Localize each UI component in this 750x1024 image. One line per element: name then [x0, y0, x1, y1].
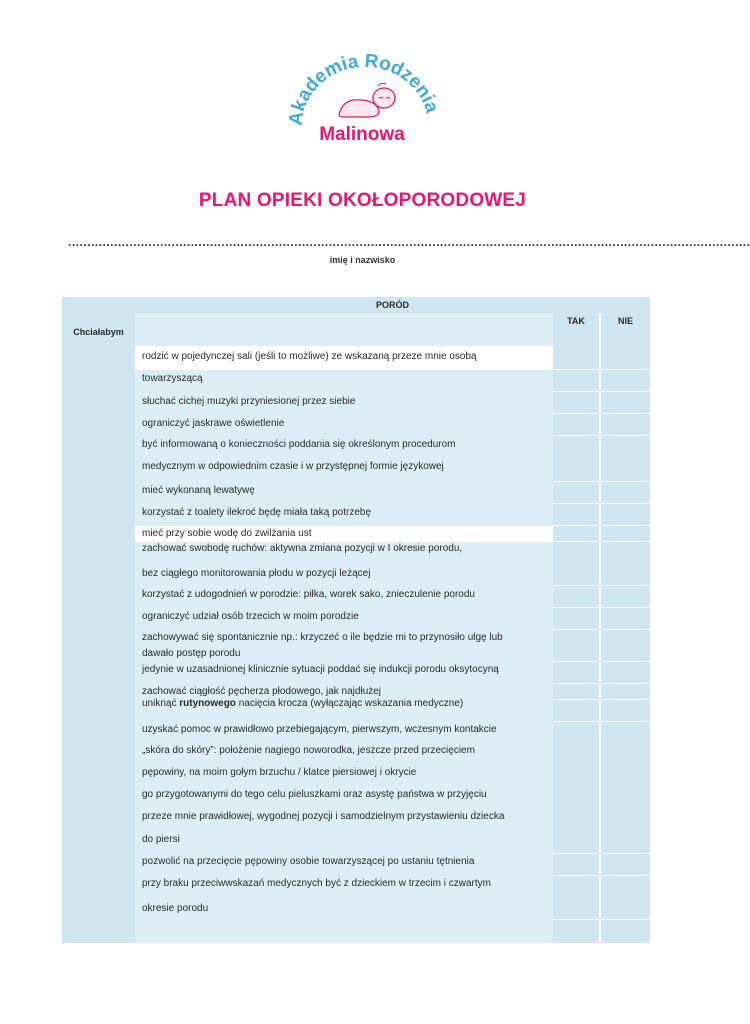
table-row	[135, 700, 553, 722]
row-separator	[601, 541, 650, 542]
row-text: ograniczyć jaskrawe oświetlenie	[142, 418, 285, 429]
row-text: być informowaną o konieczności poddania się określonym procedurom	[142, 439, 456, 450]
row-separator	[553, 699, 599, 700]
row-separator	[601, 369, 650, 370]
row-text: pępowiny, na moim gołym brzuchu / klatce piersiowej i okrycie	[142, 767, 417, 778]
row-separator	[553, 481, 599, 482]
table-row	[135, 346, 553, 370]
row-text: przy braku przeciwwskazań medycznych być z dzieckiem w trzecim i czwartym	[142, 878, 491, 889]
row-separator	[553, 391, 599, 392]
row-separator	[601, 699, 650, 700]
table-row	[135, 786, 553, 808]
row-separator	[553, 413, 599, 414]
name-label: imię i nazwisko	[329, 255, 396, 265]
table-row	[135, 586, 553, 608]
row-separator	[601, 607, 650, 608]
table-row	[135, 392, 553, 414]
row-text: bez ciągłego monitorowania płodu w pozycji leżącej	[142, 568, 371, 579]
table-row	[135, 526, 553, 542]
table-row	[135, 630, 553, 646]
row-separator	[601, 629, 650, 630]
table-row	[135, 742, 553, 764]
row-text: medycznym w odpowiednim czasie i w przystępnej formie językowej	[142, 461, 444, 472]
table-row	[135, 482, 553, 504]
left-label: Chciałabym	[73, 327, 124, 337]
row-separator	[601, 503, 650, 504]
row-text: korzystać z udogodnień w porodzie: piłka, worek sako, znieczulenie porodu	[142, 589, 475, 600]
row-separator	[553, 919, 599, 920]
row-separator	[553, 525, 599, 526]
table-row	[135, 808, 553, 830]
row-separator	[601, 853, 650, 854]
table-row	[135, 608, 553, 630]
row-text: słuchać cichej muzyki przyniesionej przez siebie	[142, 396, 356, 407]
page-title: PLAN OPIEKI OKOŁOPORODOWEJ	[198, 190, 527, 211]
yes-header: TAK	[567, 316, 585, 326]
table-row	[135, 646, 553, 662]
row-separator	[601, 683, 650, 684]
row-separator	[553, 607, 599, 608]
row-text-part: uniknąć	[142, 698, 180, 709]
row-separator	[601, 413, 650, 414]
table-row	[135, 504, 553, 526]
row-text: zachowywać się spontanicznie np.: krzyczeć o ile będzie mi to przynosiło ulgę lub	[142, 632, 503, 643]
row-text: zachować ciągłość pęcherza płodowego, jak najdłużej	[142, 686, 382, 697]
table-row	[135, 662, 553, 684]
table-row	[135, 764, 553, 786]
table-row	[135, 542, 553, 564]
row-text: jedynie w uzasadnionej klinicznie sytuacji poddać się indukcji porodu oksytocyną	[142, 664, 499, 675]
table-row	[135, 900, 553, 920]
birth-plan-table	[62, 297, 650, 943]
row-text-part: nacięcia krocza (wyłączając wskazania medyczne)	[235, 698, 464, 709]
row-separator	[553, 853, 599, 854]
row-text: przeze mnie prawidłowej, wygodnej pozycji i samodzielnym przystawieniu dziecka	[142, 811, 505, 822]
table-row	[135, 876, 553, 900]
row-separator	[601, 391, 650, 392]
row-text: dawało postęp porodu	[142, 648, 241, 659]
row-separator	[601, 919, 650, 920]
table-row	[135, 564, 553, 586]
table-row	[135, 370, 553, 392]
table-row	[135, 436, 553, 458]
row-text: okresie porodu	[142, 903, 209, 914]
row-stripe	[135, 920, 553, 943]
row-separator	[553, 629, 599, 630]
row-separator	[553, 541, 599, 542]
row-text: pozwolić na przecięcie pępowiny osobie towarzyszącej po ustaniu tętnienia	[142, 856, 475, 867]
row-separator	[553, 585, 599, 586]
row-separator	[601, 661, 650, 662]
row-text: mieć przy sobie wodę do zwilżania ust	[142, 528, 312, 539]
row-separator	[553, 683, 599, 684]
table-row	[135, 854, 553, 876]
logo-arc-text: Akademia Rodzenia	[285, 50, 442, 127]
table-row	[135, 830, 553, 852]
row-separator	[553, 661, 599, 662]
row-text: go przygotowanymi do tego celu pieluszkami oraz asystę państwa w przyjęciu	[142, 789, 487, 800]
row-text: rodzić w pojedynczej sali (jeśli to możliwe) ze wskazaną przeze mnie osobą	[142, 351, 477, 362]
row-text-bold: rutynowego	[179, 698, 236, 709]
row-separator	[601, 435, 650, 436]
no-column	[601, 313, 650, 943]
table-row	[135, 414, 553, 436]
row-separator	[601, 585, 650, 586]
row-text: ograniczyć udział osób trzecich w moim porodzie	[142, 611, 359, 622]
sleeping-baby-icon	[339, 83, 395, 117]
row-separator	[553, 503, 599, 504]
row-separator	[601, 481, 650, 482]
logo	[282, 40, 442, 150]
no-header: NIE	[617, 316, 633, 326]
row-text: korzystać z toalety ilekroć będę miała taką potrzebę	[142, 507, 371, 518]
table-row	[135, 722, 553, 742]
row-text: zachować swobodę ruchów: aktywna zmiana pozycji w I okresie porodu,	[142, 543, 463, 554]
row-separator	[553, 721, 599, 722]
left-column	[62, 297, 135, 943]
row-separator	[601, 721, 650, 722]
logo-brand: Malinowa	[319, 124, 405, 145]
yes-column	[553, 313, 599, 943]
section-header	[135, 297, 650, 313]
row-separator	[553, 875, 599, 876]
table-row	[135, 458, 553, 482]
section-header-label: PORÓD	[375, 300, 409, 310]
row-separator	[601, 525, 650, 526]
row-separator	[553, 435, 599, 436]
name-dotted-line: ..................................................................................................................................................................................	[68, 235, 750, 249]
row-text: uzyskać pomoc w prawidłowo przebiegającym, pierwszym, wczesnym kontakcie	[142, 724, 497, 735]
row-text: mieć wykonaną lewatywę	[142, 485, 255, 496]
header-empty-cell	[135, 313, 553, 346]
row-text	[142, 698, 463, 710]
row-text: towarzyszącą	[142, 373, 203, 384]
row-text: „skóra do skóry”: położenie nagiego noworodka, jeszcze przed przecięciem	[142, 745, 475, 756]
row-separator	[601, 875, 650, 876]
row-text: do piersi	[142, 834, 180, 845]
row-separator	[553, 369, 599, 370]
